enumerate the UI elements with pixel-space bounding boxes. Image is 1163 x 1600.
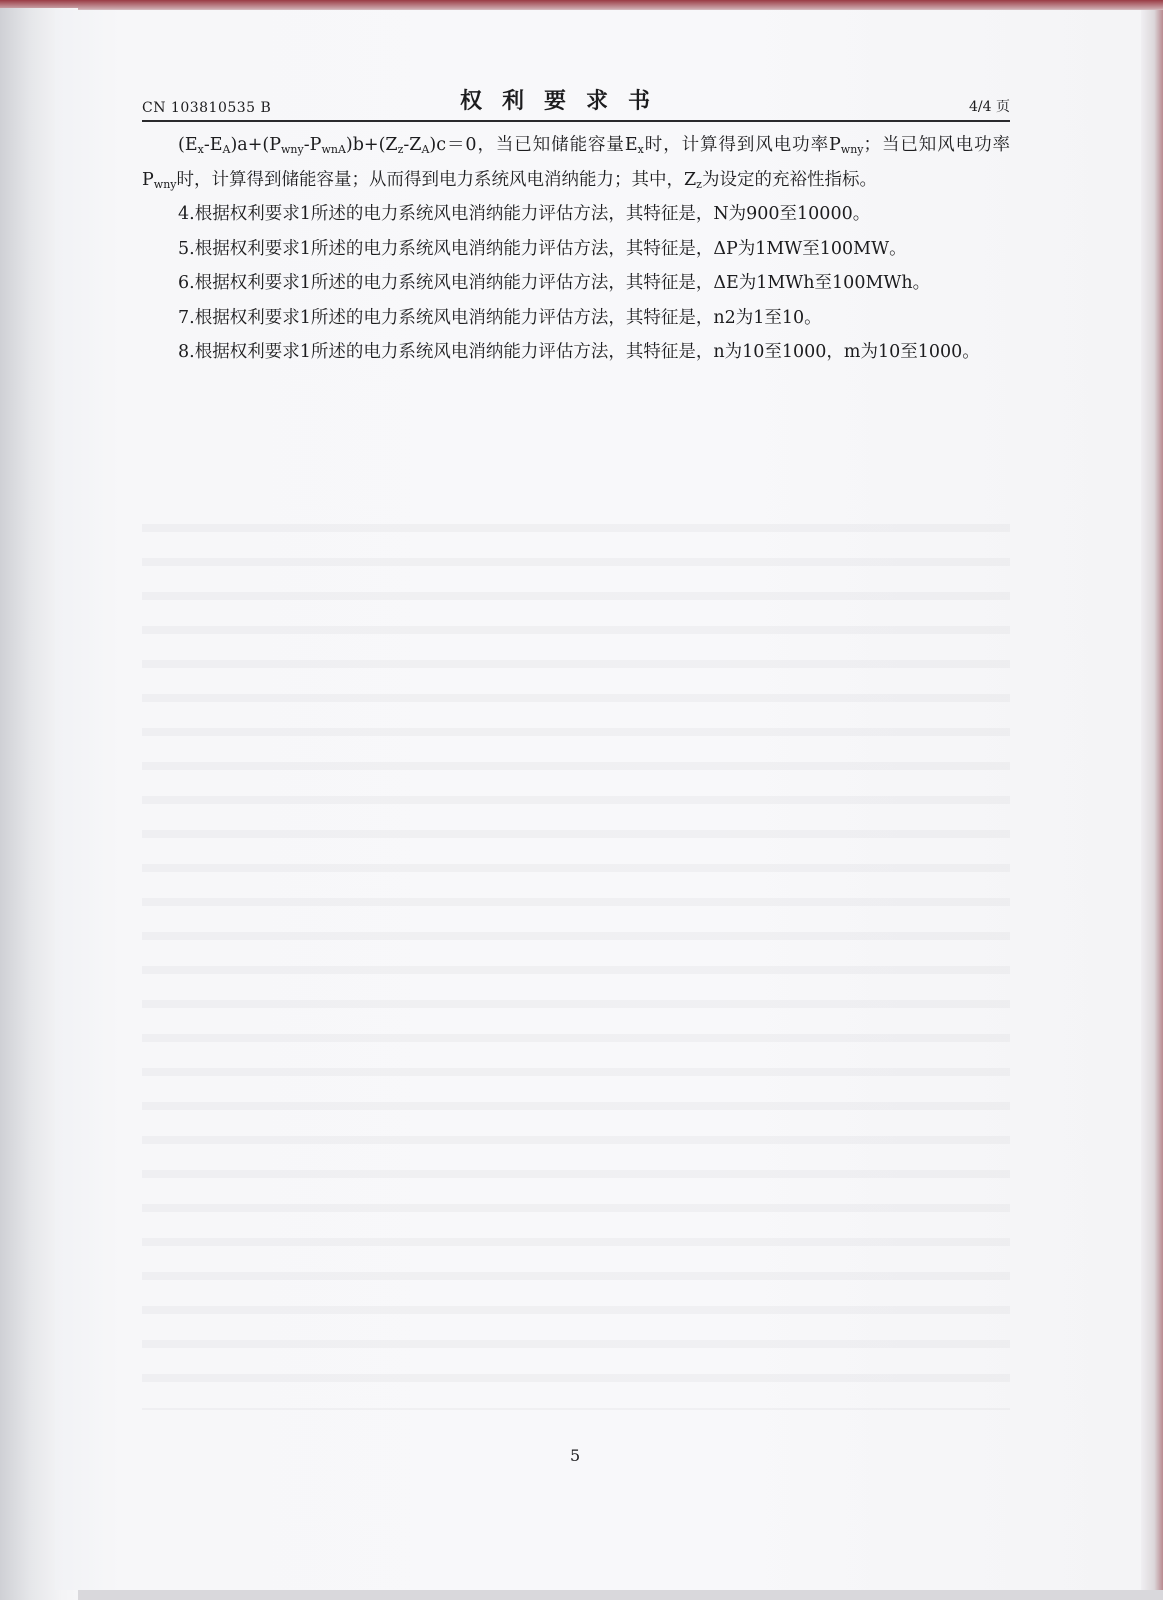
- page-count: 4/4 页: [969, 99, 1010, 115]
- bleed-through-text: [142, 510, 1010, 1410]
- page-number: 5: [570, 1446, 581, 1465]
- claim-8: 8.根据权利要求1所述的电力系统风电消纳能力评估方法，其特征是，n为10至1000，m为10至1000。: [178, 342, 980, 362]
- document-title: 权利要求书: [460, 88, 671, 114]
- right-page-edge: [1141, 10, 1163, 1590]
- claims-text: [142, 128, 1010, 370]
- formula-line: $(E_x-E_A)a+(P_{wny}-P_{wnA})b+(Z_z-Z_A)c=0$，当已知储能容量$E_x$时，计算得到风电功率$P_{wny}$；当已知风电功率$P_{wny}$时，计算得到储能容量；从而得到电力系统风电消纳能力；其中，$Z_z$为设定的充裕性指标。: [142, 135, 1010, 191]
- claim-4: 4.根据权利要求1所述的电力系统风电消纳能力评估方法，其特征是，N为900至10000。: [178, 204, 871, 224]
- page-header: [142, 84, 1010, 120]
- claim-7: 7.根据权利要求1所述的电力系统风电消纳能力评估方法，其特征是，n2为1至10。: [178, 307, 822, 328]
- document-number: CN 103810535 B: [142, 100, 272, 116]
- claim-5: 5.根据权利要求1所述的电力系统风电消纳能力评估方法，其特征是，ΔP为1MW至100MW。: [178, 238, 907, 259]
- claim-6: 6.根据权利要求1所述的电力系统风电消纳能力评估方法，其特征是，ΔE为1MWh至100MWh。: [178, 273, 931, 293]
- header-rule: [142, 120, 1010, 122]
